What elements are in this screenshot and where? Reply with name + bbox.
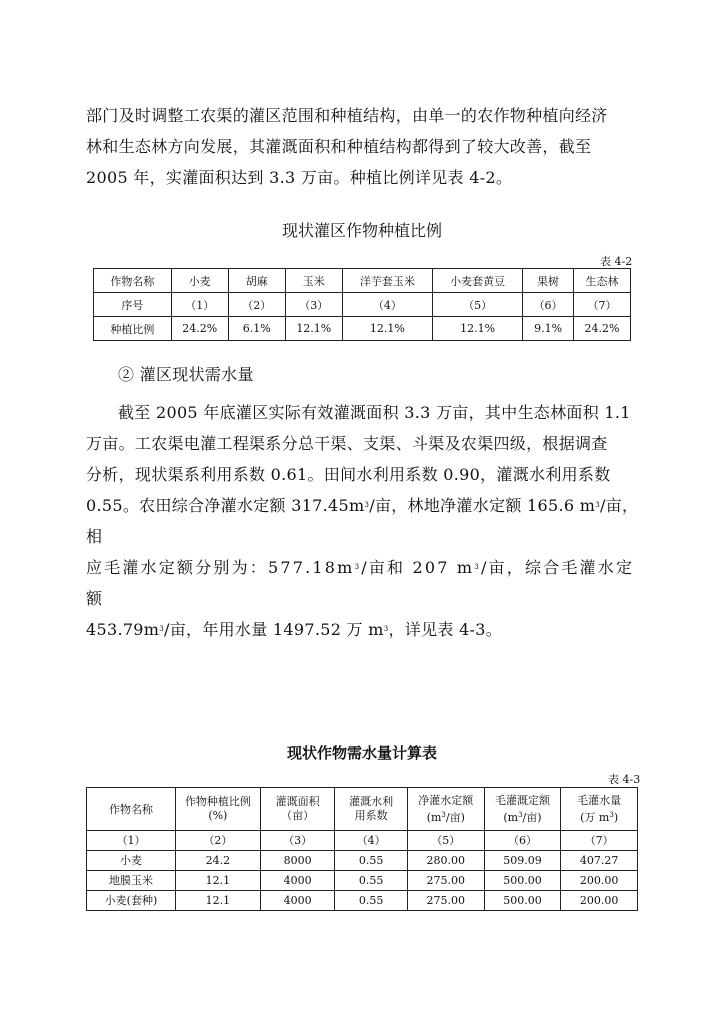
header-line: 毛灌水量 bbox=[577, 793, 622, 807]
table-cell: 500.00 bbox=[484, 891, 561, 911]
table-cell: （6） bbox=[484, 831, 561, 851]
text-span: 应毛灌水定额分别为：577.18m bbox=[86, 558, 355, 577]
text-line: 万亩。工农渠电灌工程渠系分总干渠、支渠、斗渠及农渠四级，根据调查 bbox=[86, 434, 608, 453]
crop-ratio-table bbox=[93, 268, 631, 341]
superscript: 3 bbox=[383, 625, 389, 633]
table-cell: 12.1% bbox=[342, 317, 432, 341]
header-line: 灌溉面积 bbox=[275, 795, 320, 808]
table-cell: 275.00 bbox=[407, 871, 484, 891]
superscript: 3 bbox=[595, 501, 600, 509]
header-cell bbox=[561, 788, 638, 831]
header-line: (%) bbox=[208, 809, 228, 822]
table-row bbox=[94, 269, 631, 293]
table-row bbox=[87, 891, 638, 911]
header-cell bbox=[260, 788, 335, 831]
table-cell: （4） bbox=[335, 831, 408, 851]
table-cell: （7） bbox=[561, 831, 638, 851]
table-cell: 地膜玉米 bbox=[87, 871, 176, 891]
superscript: 3 bbox=[441, 810, 446, 819]
table1-number: 表 4-2 bbox=[600, 255, 633, 268]
table-cell: 作物名称 bbox=[94, 269, 172, 293]
superscript: 3 bbox=[474, 563, 481, 571]
table-cell: 4000 bbox=[260, 871, 335, 891]
header-line: 用系数 bbox=[354, 809, 388, 822]
table-cell: 280.00 bbox=[407, 851, 484, 871]
table-cell: 407.27 bbox=[561, 851, 638, 871]
table-cell: 序号 bbox=[94, 293, 172, 317]
text-line bbox=[86, 552, 642, 614]
table-row bbox=[87, 871, 638, 891]
table-cell: 小麦套黄豆 bbox=[432, 269, 522, 293]
table-cell: 12.1% bbox=[285, 317, 342, 341]
table-cell: 12.1 bbox=[175, 891, 260, 911]
text-line: 分析，现状渠系利用系数 0.61。田间水利用系数 0.90，灌溉水利用系数 bbox=[86, 465, 611, 484]
table-row bbox=[87, 851, 638, 871]
water-demand-table bbox=[86, 787, 638, 911]
text-line: 部门及时调整工农渠的灌区范围和种植结构，由单一的农作物种植向经济 bbox=[86, 106, 608, 125]
table-row bbox=[94, 317, 631, 341]
table1-title: 现状灌区作物种植比例 bbox=[281, 221, 442, 240]
table-cell: （1） bbox=[171, 293, 228, 317]
text-line bbox=[86, 490, 642, 552]
table-cell: （1） bbox=[87, 831, 176, 851]
superscript: 3 bbox=[518, 810, 523, 819]
table-cell: 小麦 bbox=[87, 851, 176, 871]
table-cell: （2） bbox=[175, 831, 260, 851]
table-cell: 8000 bbox=[260, 851, 335, 871]
text-line bbox=[86, 614, 642, 645]
table-cell: 0.55 bbox=[335, 871, 408, 891]
table-cell: （5） bbox=[432, 293, 522, 317]
table-row bbox=[94, 293, 631, 317]
table-cell: 4000 bbox=[260, 891, 335, 911]
header-line: 作物种植比例 bbox=[184, 795, 251, 808]
text-line: 林和生态林方向发展，其灌溉面积和种植结构都得到了较大改善，截至 bbox=[86, 137, 592, 156]
table-cell: 275.00 bbox=[407, 891, 484, 911]
superscript: 3 bbox=[159, 625, 165, 633]
table-cell: 小麦(套种) bbox=[87, 891, 176, 911]
table-cell: 玉米 bbox=[285, 269, 342, 293]
superscript: 3 bbox=[354, 563, 362, 571]
text-span: /亩，年用水量 1497.52 万 m bbox=[164, 620, 384, 639]
table-index-row bbox=[87, 831, 638, 851]
table-cell: 200.00 bbox=[561, 871, 638, 891]
table2-title: 现状作物需水量计算表 bbox=[286, 744, 437, 762]
text-span: /亩) bbox=[522, 810, 542, 824]
table-cell: 24.2% bbox=[573, 317, 630, 341]
table-cell: 9.1% bbox=[523, 317, 574, 341]
table-cell: 0.55 bbox=[335, 891, 408, 911]
header-line bbox=[563, 808, 635, 825]
header-cell bbox=[407, 788, 484, 831]
text-span: (m bbox=[426, 810, 442, 824]
text-span: (万 m bbox=[580, 810, 610, 824]
table-cell: 24.2% bbox=[171, 317, 228, 341]
header-line: 净灌水定额 bbox=[418, 793, 474, 807]
header-line: （亩） bbox=[281, 809, 315, 822]
table-cell: 0.55 bbox=[335, 851, 408, 871]
header-line bbox=[487, 808, 559, 825]
table-cell: （7） bbox=[573, 293, 630, 317]
text-span: /亩) bbox=[445, 810, 465, 824]
table-cell: 生态林 bbox=[573, 269, 630, 293]
header-line: 毛灌溉定额 bbox=[494, 793, 550, 807]
text-span: 0.55。农田综合净灌水定额 317.45m bbox=[86, 496, 365, 515]
table-cell: （6） bbox=[523, 293, 574, 317]
header-line bbox=[410, 808, 482, 825]
body-paragraph-line-1: 截至 2005 年底灌区实际有效灌溉面积 3.3 万亩，其中生态林面积 1.1 bbox=[118, 403, 631, 422]
table-cell: 500.00 bbox=[484, 871, 561, 891]
text-span: 453.79m bbox=[86, 620, 160, 639]
table2-number: 表 4-3 bbox=[608, 773, 641, 786]
table-cell: （3） bbox=[260, 831, 335, 851]
table-cell: 12.1 bbox=[175, 871, 260, 891]
section-heading: ② 灌区现状需水量 bbox=[118, 365, 254, 384]
text-span: ) bbox=[613, 810, 619, 824]
superscript: 3 bbox=[609, 810, 614, 819]
text-span: /亩，相 bbox=[86, 496, 639, 546]
body-paragraph-rest bbox=[86, 428, 642, 645]
text-span: (m bbox=[503, 810, 519, 824]
table-cell: 种植比例 bbox=[94, 317, 172, 341]
table-cell: （4） bbox=[342, 293, 432, 317]
intro-paragraph bbox=[86, 100, 642, 193]
table-cell: 胡麻 bbox=[228, 269, 285, 293]
table-cell: （3） bbox=[285, 293, 342, 317]
text-span: ，详见表 4-3。 bbox=[388, 620, 503, 639]
header-cell: 作物名称 bbox=[87, 788, 176, 831]
header-cell bbox=[335, 788, 408, 831]
text-line: 2005 年，实灌面积达到 3.3 万亩。种植比例详见表 4-2。 bbox=[86, 168, 513, 187]
table-cell: 24.2 bbox=[175, 851, 260, 871]
header-cell bbox=[175, 788, 260, 831]
table-cell: 509.09 bbox=[484, 851, 561, 871]
text-span: /亩，综合毛灌水定额 bbox=[86, 558, 635, 608]
table-cell: 洋芋套玉米 bbox=[342, 269, 432, 293]
table-cell: （2） bbox=[228, 293, 285, 317]
header-cell bbox=[484, 788, 561, 831]
table-header-row bbox=[87, 788, 638, 831]
table-cell: 200.00 bbox=[561, 891, 638, 911]
table-cell: 12.1% bbox=[432, 317, 522, 341]
table-cell: 小麦 bbox=[171, 269, 228, 293]
table-cell: 果树 bbox=[523, 269, 574, 293]
table-cell: （5） bbox=[407, 831, 484, 851]
table-cell: 6.1% bbox=[228, 317, 285, 341]
text-span: /亩和 207 m bbox=[361, 558, 475, 577]
superscript: 3 bbox=[364, 501, 370, 509]
header-line: 灌溉水利 bbox=[349, 795, 394, 808]
text-span: /亩，林地净灌水定额 165.6 m bbox=[369, 496, 596, 515]
